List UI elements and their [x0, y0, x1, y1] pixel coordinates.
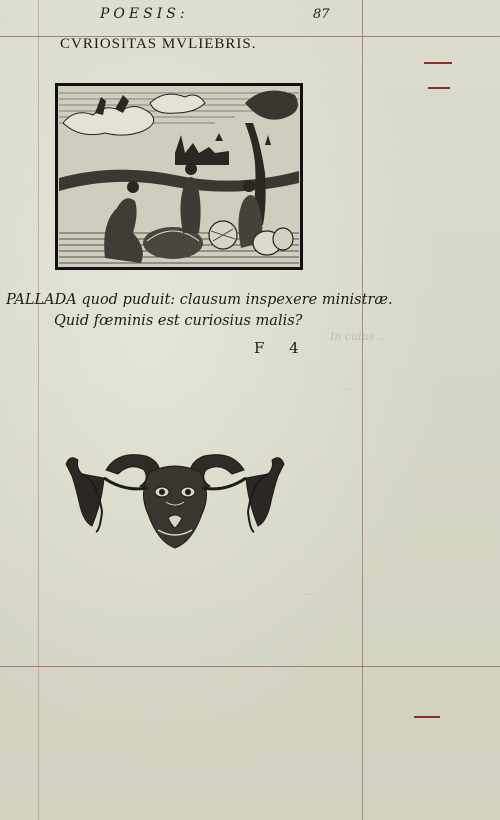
right-vertical-rule — [362, 0, 363, 820]
emblem-title: CVRIOSITAS MVLIEBRIS. — [60, 36, 257, 52]
emblem-motto — [6, 290, 393, 332]
motto-line-1: PALLADA quod puduit: clausum inspexere ministræ. — [6, 292, 393, 308]
folio-number: 87 — [313, 7, 330, 22]
bleed-through-text: ... — [340, 380, 351, 393]
left-vertical-rule — [38, 0, 39, 820]
signature-mark: F 4 — [254, 339, 309, 357]
motto-line-2: Quid fœminis est curiosius malis? — [54, 313, 303, 329]
ram-mask-tailpiece — [62, 452, 288, 550]
bottom-rule — [0, 666, 500, 667]
margin-mark — [428, 87, 450, 89]
margin-mark — [414, 716, 440, 718]
bleed-through-text: In cuius ... — [330, 330, 389, 343]
bleed-through-text: ... — [300, 585, 311, 598]
woodcut-illustration — [55, 83, 303, 270]
running-head: POESIS: — [100, 6, 189, 22]
margin-mark — [424, 62, 452, 64]
